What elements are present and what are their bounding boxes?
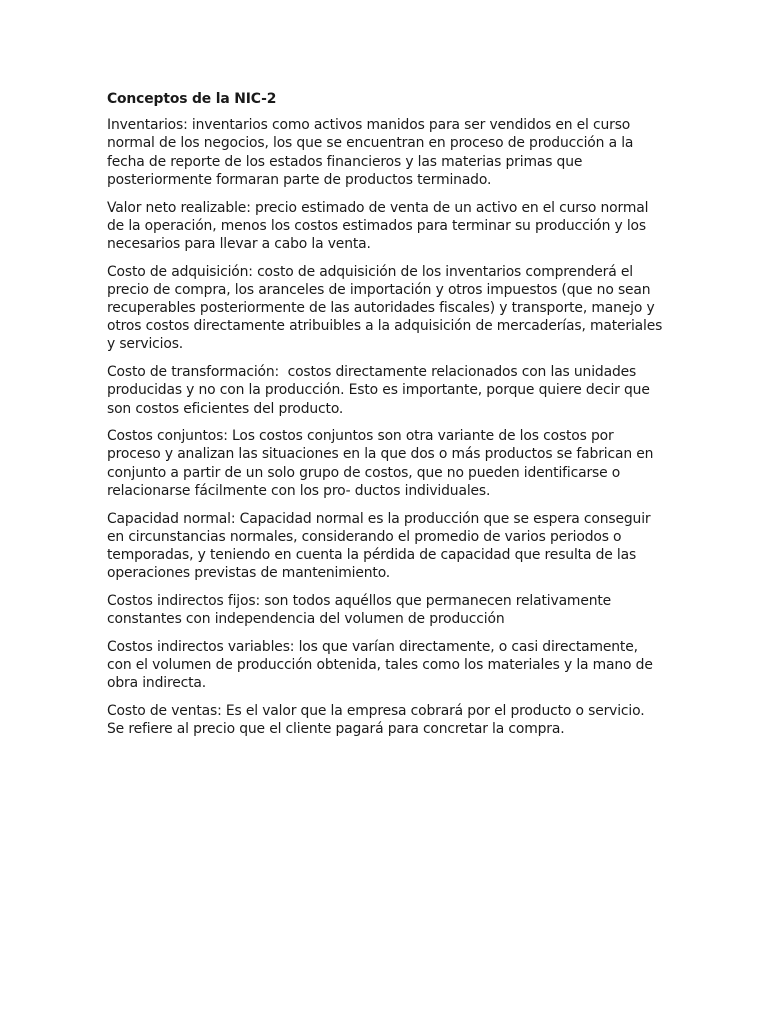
paragraph-inventarios: Inventarios: inventarios como activos manidos para ser vendidos en el curso normal de los negocios, los que se encuentran en proceso de producción a la fecha de reporte de los estados financieros y las materias primas que posteriormente formaran parte de productos terminado. — [107, 117, 638, 188]
paragraph-costos-indirectos-variables: Costos indirectos variables: los que varían directamente, o casi directamente, con el volumen de producción obtenida, tales como los materiales y la mano de obra indirecta. — [107, 638, 658, 692]
paragraph-costo-de-transformacion: Costo de transformación: costos directamente relacionados con las unidades producidas y no con la producción. Esto es importante, porque quiere decir que son costos eficientes del producto. — [107, 364, 654, 417]
document-body — [107, 90, 667, 748]
paragraph-costo-de-ventas: Costo de ventas: Es el valor que la empresa cobrará por el producto o servicio. Se refiere al precio que el cliente pagará para concretar la compra. — [107, 702, 649, 738]
paragraph-costo-de-adquisicion: Costo de adquisición: costo de adquisición de los inventarios comprenderá el precio de compra, los aranceles de importación y otros impuestos (que no sean recuperables posteriormente de las autoridades fiscales) y transporte, manejo y otros costos directamente atribuibles a la adquisición de mercaderías, materiales y servicios. — [107, 263, 667, 353]
paragraph-capacidad-normal: Capacidad normal: Capacidad normal es la producción que se espera conseguir en circunstancias normales, considerando el promedio de varios periodos o temporadas, y teniendo en cuenta la pérdida de capacidad que resulta de las operaciones previstas de mantenimiento. — [107, 510, 655, 582]
paragraph-valor-neto-realizable: Valor neto realizable: precio estimado de venta de un activo en el curso normal de la operación, menos los costos estimados para terminar su producción y los necesarios para llevar a cabo la venta. — [107, 199, 653, 252]
paragraph-costos-indirectos-fijos: Costos indirectos fijos: son todos aquéllos que permanecen relativamente constantes con independencia del volumen de producción — [107, 592, 616, 628]
paragraph-costos-conjuntos: Costos conjuntos: Los costos conjuntos son otra variante de los costos por proceso y analizan las situaciones en la que dos o más productos se fabrican en conjunto a partir de un solo grupo de costos, que no pueden identificarse o relacionarse fácilmente con los pro- ductos individuales. — [107, 428, 658, 499]
document-title: Conceptos de la NIC-2 — [107, 91, 277, 107]
